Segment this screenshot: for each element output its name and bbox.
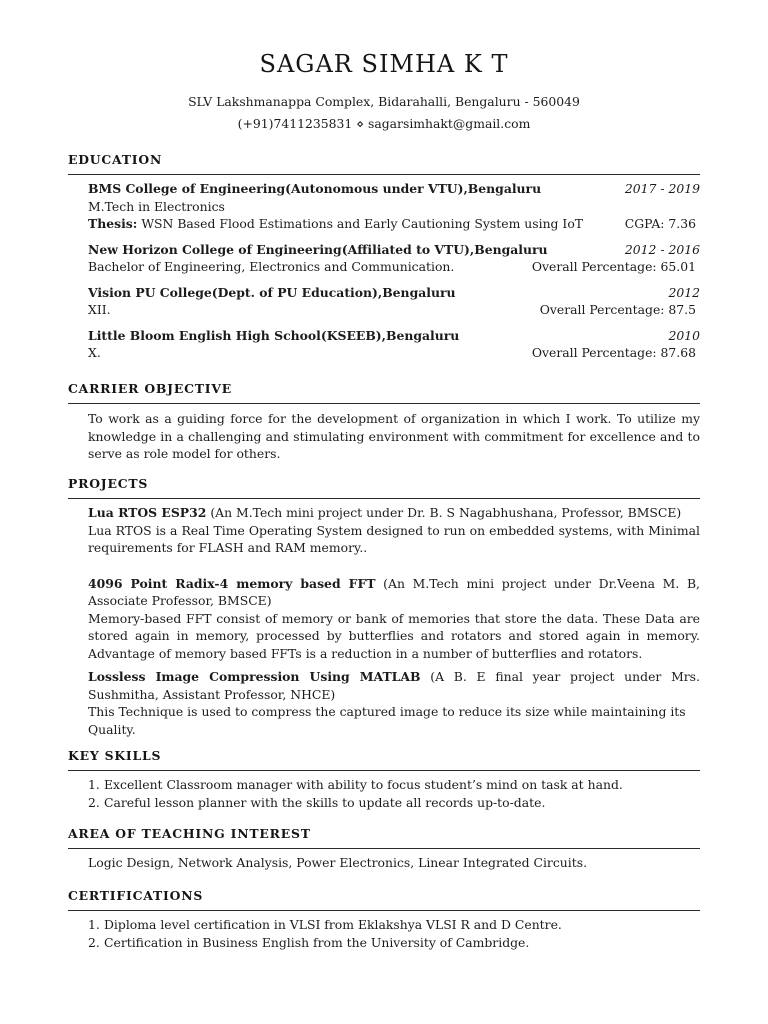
email-link[interactable]: sagarsimhakt@gmail.com [367, 116, 531, 131]
project-name: 4096 Point Radix-4 memory based FFT [88, 575, 376, 591]
list-item [88, 776, 700, 794]
thesis-line [88, 215, 583, 233]
education-score: Overall Percentage: 65.01 [531, 259, 696, 274]
teaching-text: Logic Design, Network Analysis, Power Electronics, Linear Integrated Circuits. [88, 855, 588, 870]
project-context: (An M.Tech mini project under Dr. B. S Nagabhushana, Professor, BMSCE) [210, 505, 682, 520]
skills-list [68, 776, 700, 811]
education-section [68, 152, 700, 362]
education-entry [88, 180, 700, 233]
education-years: 2010 [668, 327, 700, 343]
skills-section [68, 748, 700, 811]
phone-number: (+91)7411235831 [237, 116, 353, 131]
section-title: AREA OF TEACHING INTEREST [68, 826, 311, 841]
candidate-name: SAGAR SIMHA K T [259, 50, 509, 78]
project-item [88, 504, 700, 557]
list-item [88, 934, 700, 952]
certifications-section [68, 888, 700, 951]
teaching-section [68, 826, 700, 872]
thesis-title: WSN Based Flood Estimations and Early Cautioning System using IoT [141, 216, 584, 231]
project-item [88, 575, 700, 663]
degree-name: M.Tech in Electronics [88, 198, 225, 214]
project-context: (An M.Tech mini project under Dr.Veena M. B, Associate Professor, BMSCE) [88, 575, 700, 608]
list-item [88, 916, 700, 934]
institution-name: Little Bloom English High School(KSEEB),Bengaluru [88, 327, 460, 343]
list-text: Certification in Business English from the University of Cambridge. [104, 934, 530, 950]
separator-icon: ⋄ [356, 116, 365, 131]
objective-text: To work as a guiding force for the development of organization in which I work. To utilize my knowledge in a challenging and stimulating environment with commitment for excellence and to serve as role model for others. [88, 411, 700, 461]
education-score: CGPA: 7.36 [624, 216, 696, 231]
project-context: (A B. E final year project under Mrs. Sushmitha, Assistant Professor, NHCE) [88, 669, 700, 702]
project-name: Lossless Image Compression Using MATLAB [88, 669, 421, 684]
list-text: Careful lesson planner with the skills to update all records up-to-date. [104, 794, 546, 810]
section-divider [68, 770, 700, 771]
degree-name: Bachelor of Engineering, Electronics and Communication. [88, 259, 455, 274]
address-line: SLV Lakshmanappa Complex, Bidarahalli, Bengaluru - 560049 [188, 94, 580, 109]
section-title: KEY SKILLS [68, 748, 162, 763]
section-divider [68, 174, 700, 175]
objective-section [68, 381, 700, 463]
list-item [88, 794, 700, 812]
section-divider [68, 848, 700, 849]
education-entry [88, 327, 700, 362]
project-description: This Technique is used to compress the captured image to reduce its size while maintaining its Quality. [88, 704, 686, 737]
section-divider [68, 910, 700, 911]
education-entry [88, 241, 700, 276]
degree-name: X. [88, 345, 101, 360]
project-item [88, 668, 700, 738]
list-number: 1. [88, 777, 100, 792]
section-divider [68, 498, 700, 499]
projects-section [68, 476, 700, 738]
contact-line [0, 115, 768, 133]
list-text: Excellent Classroom manager with ability to focus student’s mind on task at hand. [104, 777, 623, 792]
degree-name: XII. [88, 302, 111, 317]
list-number: 2. [88, 934, 100, 950]
list-number: 1. [88, 917, 100, 932]
education-score: Overall Percentage: 87.68 [531, 345, 696, 360]
institution-name: New Horizon College of Engineering(Affiliated to VTU),Bengaluru [88, 241, 548, 257]
list-number: 2. [88, 794, 100, 810]
education-years: 2012 - 2016 [624, 241, 700, 257]
section-title: CARRIER OBJECTIVE [68, 381, 233, 396]
education-score: Overall Percentage: 87.5 [539, 302, 696, 317]
section-divider [68, 403, 700, 404]
project-description: Lua RTOS is a Real Time Operating System designed to run on embedded systems, with Minimal requirements for FLASH and RAM memory.. [88, 522, 700, 555]
list-text: Diploma level certification in VLSI from Eklakshya VLSI R and D Centre. [104, 917, 562, 932]
project-description: Memory-based FFT consist of memory or bank of memories that store the data. These Data are stored again in memory, processed by butterflies and rotators and stored again in memory. Advantage of memory based FFTs is a reduction in a number of butterflies and rotators. [88, 610, 700, 661]
section-title: CERTIFICATIONS [68, 888, 204, 903]
education-years: 2012 [668, 284, 700, 300]
education-entry [88, 284, 700, 319]
certifications-list [68, 916, 700, 951]
institution-name: Vision PU College(Dept. of PU Education),Bengaluru [88, 284, 456, 300]
section-title: PROJECTS [68, 476, 149, 491]
project-name: Lua RTOS ESP32 [88, 505, 207, 520]
education-years: 2017 - 2019 [624, 181, 700, 196]
thesis-label: Thesis: [88, 216, 138, 231]
section-title: EDUCATION [68, 152, 163, 167]
institution-name: BMS College of Engineering(Autonomous under VTU),Bengaluru [88, 181, 542, 196]
